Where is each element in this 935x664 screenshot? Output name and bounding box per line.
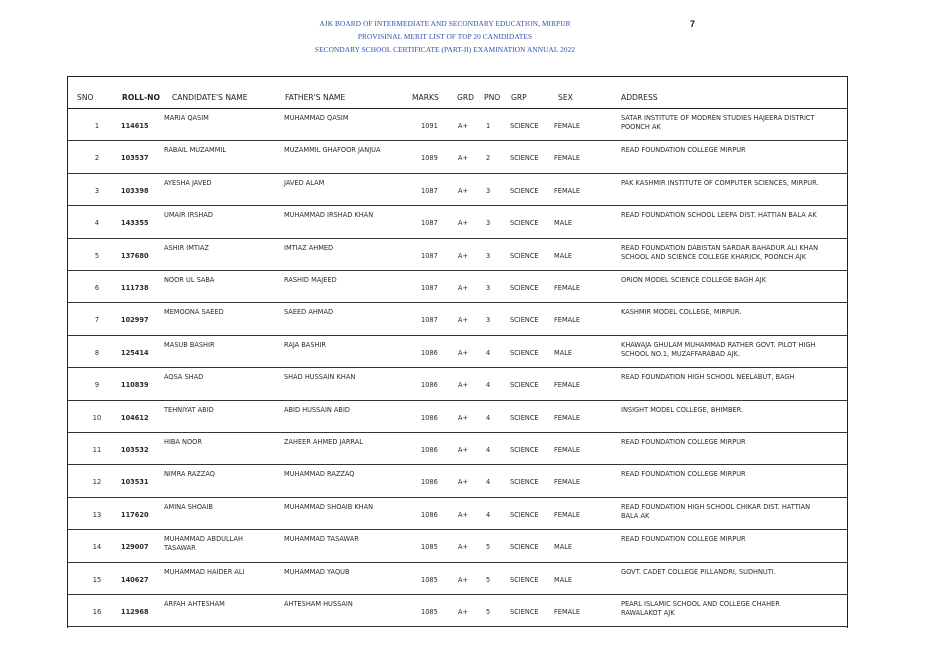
row-roll-no: 129007 <box>121 543 149 552</box>
row-grade: A+ <box>458 251 469 260</box>
row-marks: 1086 <box>421 478 438 487</box>
row-group: SCIENCE <box>510 575 539 584</box>
row-position: 5 <box>486 543 491 552</box>
row-address: READ FOUNDATION HIGH SCHOOL CHIKAR DIST. HATTIAN BALA AK <box>621 502 811 521</box>
row-father-name: MUHAMMAD SHOAIB KHAN <box>284 502 374 511</box>
row-sex: FEMALE <box>554 284 580 292</box>
table-row <box>68 530 847 562</box>
row-grade: A+ <box>458 478 469 487</box>
row-roll-no: 125414 <box>121 348 149 357</box>
column-header-address: ADDRESS <box>621 93 658 102</box>
row-sex: FEMALE <box>554 608 580 616</box>
row-address: KHAWAJA GHULAM MUHAMMAD RATHER GOVT. PILOT HIGH SCHOOL NO.1, MUZAFFARABAD AJK. <box>621 340 816 359</box>
row-address: READ FOUNDATION DABISTAN SARDAR BAHADUR ALI KHAN SCHOOL AND SCIENCE COLLEGE KHARICK, POONCH AJK <box>621 243 819 261</box>
row-position: 4 <box>486 446 491 454</box>
table-row <box>68 271 847 303</box>
row-position: 4 <box>486 413 491 422</box>
row-father-name: ABID HUSSAIN ABID <box>284 405 350 414</box>
row-position: 2 <box>486 154 491 163</box>
row-sex: FEMALE <box>554 446 580 454</box>
column-header-grd: GRD <box>457 93 475 102</box>
row-address: READ FOUNDATION COLLEGE MIRPUR <box>621 470 746 479</box>
row-grade: A+ <box>458 154 469 163</box>
column-header-sex: SEX <box>558 93 573 102</box>
row-sex: MALE <box>554 219 573 228</box>
row-position: 3 <box>486 219 491 228</box>
row-father-name: MUHAMMAD QASIM <box>284 114 349 122</box>
row-sno: 7 <box>94 316 100 325</box>
row-sno: 16 <box>92 608 102 616</box>
row-grade: A+ <box>458 510 469 519</box>
row-father-name: ZAHEER AHMED JARRAL <box>284 438 363 446</box>
row-candidate-name: MARIA QASIM <box>164 114 209 122</box>
row-group: SCIENCE <box>510 510 539 519</box>
row-sno: 3 <box>94 186 100 195</box>
row-sex: FEMALE <box>554 381 580 390</box>
row-sex: FEMALE <box>554 510 580 519</box>
row-group: SCIENCE <box>510 543 539 552</box>
row-candidate-name: AMINA SHOAIB <box>164 502 213 511</box>
table-row <box>68 433 847 465</box>
row-father-name: IMTIAZ AHMED <box>284 243 334 252</box>
table-row <box>68 563 847 595</box>
row-sno: 8 <box>94 348 100 357</box>
merit-table <box>67 76 848 628</box>
row-marks: 1086 <box>421 413 438 422</box>
row-sno: 15 <box>92 575 102 584</box>
row-address: PAK KASHMIR INSTITUTE OF COMPUTER SCIENCES, MIRPUR. <box>621 178 819 187</box>
row-father-name: RAJA BASHIR <box>284 340 326 349</box>
table-header-row <box>68 77 847 109</box>
row-marks: 1087 <box>421 316 438 325</box>
row-father-name: JAVED ALAM <box>284 178 325 187</box>
row-position: 3 <box>486 284 491 292</box>
row-candidate-name: MUHAMMAD HAIDER ALI <box>164 567 245 576</box>
row-grade: A+ <box>458 608 469 616</box>
row-position: 4 <box>486 381 491 390</box>
table-row <box>68 141 847 173</box>
row-marks: 1089 <box>421 154 438 163</box>
row-group: SCIENCE <box>510 413 539 422</box>
table-row <box>68 206 847 238</box>
row-father-name: SHAD HUSSAIN KHAN <box>284 373 356 382</box>
row-position: 1 <box>486 122 491 130</box>
row-sno: 4 <box>94 219 100 228</box>
row-position: 5 <box>486 608 491 616</box>
row-group: SCIENCE <box>510 316 539 325</box>
row-marks: 1086 <box>421 446 438 454</box>
row-marks: 1085 <box>421 575 438 584</box>
row-roll-no: 117620 <box>121 510 149 519</box>
row-grade: A+ <box>458 316 469 325</box>
row-candidate-name: TEHNIYAT ABID <box>164 405 214 414</box>
row-father-name: MUHAMMAD IRSHAD KHAN <box>284 211 374 220</box>
row-candidate-name: MASUB BASHIR <box>164 340 215 349</box>
row-sex: FEMALE <box>554 413 580 422</box>
row-sno: 14 <box>92 543 102 552</box>
row-candidate-name: MUHAMMAD ABDULLAH TASAWAR <box>164 535 243 553</box>
row-sex: FEMALE <box>554 316 580 325</box>
row-grade: A+ <box>458 381 469 390</box>
row-grade: A+ <box>458 219 469 228</box>
row-sex: FEMALE <box>554 122 580 130</box>
row-marks: 1087 <box>421 251 438 260</box>
row-candidate-name: NIMRA RAZZAQ <box>164 470 215 479</box>
row-roll-no: 104612 <box>121 413 149 422</box>
row-group: SCIENCE <box>510 446 539 454</box>
row-address: READ FOUNDATION COLLEGE MIRPUR <box>621 146 746 155</box>
row-candidate-name: AQSA SHAD <box>164 373 204 382</box>
row-group: SCIENCE <box>510 348 539 357</box>
row-address: READ FOUNDATION COLLEGE MIRPUR <box>621 535 746 544</box>
table-row <box>68 401 847 433</box>
row-marks: 1087 <box>421 186 438 195</box>
row-roll-no: 103537 <box>121 154 149 163</box>
row-sex: MALE <box>554 348 573 357</box>
row-roll-no: 103398 <box>121 186 149 195</box>
row-grade: A+ <box>458 413 469 422</box>
row-father-name: MUHAMMAD YAQUB <box>284 567 350 576</box>
row-candidate-name: HIBA NOOR <box>164 438 202 446</box>
row-candidate-name: UMAIR IRSHAD <box>164 211 213 220</box>
row-marks: 1087 <box>421 219 438 228</box>
table-row <box>68 595 847 627</box>
row-candidate-name: NOOR UL SABA <box>164 276 215 284</box>
row-marks: 1086 <box>421 381 438 390</box>
row-group: SCIENCE <box>510 608 539 616</box>
row-sex: MALE <box>554 251 573 260</box>
row-sex: MALE <box>554 543 573 552</box>
row-grade: A+ <box>458 186 469 195</box>
row-position: 4 <box>486 348 491 357</box>
row-father-name: MUZAMMIL GHAFOOR JANJUA <box>284 146 381 155</box>
table-row <box>68 336 847 368</box>
merit-list-title: PROVISINAL MERIT LIST OF TOP 20 CANIDIDATES <box>357 32 533 41</box>
row-group: SCIENCE <box>510 122 539 130</box>
row-grade: A+ <box>458 348 469 357</box>
row-position: 3 <box>486 251 491 260</box>
row-position: 4 <box>486 478 491 487</box>
table-row <box>68 239 847 271</box>
table-row <box>68 368 847 400</box>
row-address: GOVT. CADET COLLEGE PILLANDRI, SUDHNUTI. <box>621 567 776 576</box>
column-header-father-name: FATHER'S NAME <box>285 93 346 102</box>
row-address: KASHMIR MODEL COLLEGE, MIRPUR. <box>621 308 742 317</box>
board-title: AJK BOARD OF INTERMEDIATE AND SECONDARY EDUCATION, MIRPUR <box>319 19 571 28</box>
row-address: READ FOUNDATION COLLEGE MIRPUR <box>621 438 746 446</box>
row-sno: 1 <box>94 122 100 130</box>
row-grade: A+ <box>458 543 469 552</box>
row-grade: A+ <box>458 284 469 292</box>
row-candidate-name: ARFAH AHTESHAM <box>164 600 225 608</box>
row-sno: 12 <box>92 478 102 487</box>
row-roll-no: 103532 <box>121 446 149 454</box>
row-roll-no: 111738 <box>121 284 149 292</box>
row-sex: MALE <box>554 575 573 584</box>
row-father-name: RASHID MAJEED <box>284 276 337 284</box>
row-address: ORION MODEL SCIENCE COLLEGE BAGH AJK <box>621 276 767 284</box>
row-group: SCIENCE <box>510 154 539 163</box>
table-row <box>68 303 847 335</box>
column-header-pno: PNO <box>484 93 501 102</box>
row-sex: FEMALE <box>554 186 580 195</box>
column-header-candidate-name: CANDIDATE'S NAME <box>172 93 248 102</box>
table-row <box>68 498 847 530</box>
row-sno: 2 <box>94 154 100 163</box>
row-sex: FEMALE <box>554 154 580 163</box>
row-sno: 9 <box>94 381 100 390</box>
row-marks: 1091 <box>421 122 438 130</box>
row-roll-no: 137680 <box>121 251 149 260</box>
row-sno: 10 <box>92 413 102 422</box>
row-marks: 1087 <box>421 284 438 292</box>
row-roll-no: 143355 <box>121 219 149 228</box>
row-grade: A+ <box>458 122 469 130</box>
row-address: READ FOUNDATION HIGH SCHOOL NEELABUT, BAGH <box>621 373 795 382</box>
row-marks: 1086 <box>421 510 438 519</box>
column-header-grp: GRP <box>511 93 527 102</box>
row-address: READ FOUNDATION SCHOOL LEEPA DIST. HATTIAN BALA AK <box>621 211 817 220</box>
row-position: 3 <box>486 186 491 195</box>
row-candidate-name: ASHIR IMTIAZ <box>164 243 209 252</box>
row-candidate-name: MEMOONA SAEED <box>164 308 224 317</box>
row-sex: FEMALE <box>554 478 580 487</box>
row-marks: 1085 <box>421 543 438 552</box>
row-roll-no: 103531 <box>121 478 149 487</box>
page-number: 7 <box>690 19 696 29</box>
row-sno: 13 <box>92 510 102 519</box>
column-header-marks: MARKS <box>412 93 439 102</box>
row-candidate-name: AYESHA JAVED <box>164 178 212 187</box>
row-address: SATAR INSTITUTE OF MODREN STUDIES HAJEERA DISTRICT POONCH AK <box>621 114 815 132</box>
row-candidate-name: RABAIL MUZAMMIL <box>164 146 226 155</box>
row-group: SCIENCE <box>510 219 539 228</box>
row-address: INSIGHT MODEL COLLEGE, BHIMBER. <box>621 405 744 414</box>
row-marks: 1086 <box>421 348 438 357</box>
exam-title: SECONDARY SCHOOL CERTIFICATE (PART-II) EXAMINATION ANNUAL 2022 <box>314 45 576 54</box>
row-sno: 6 <box>94 284 100 292</box>
row-group: SCIENCE <box>510 251 539 260</box>
row-group: SCIENCE <box>510 186 539 195</box>
row-position: 5 <box>486 575 491 584</box>
row-group: SCIENCE <box>510 381 539 390</box>
row-father-name: MUHAMMAD RAZZAQ <box>284 470 355 479</box>
row-address: PEARL ISLAMIC SCHOOL AND COLLEGE CHAHER RAWALAKOT AJK <box>621 600 780 618</box>
row-roll-no: 112968 <box>121 608 149 616</box>
row-father-name: AHTESHAM HUSSAIN <box>284 600 353 608</box>
row-father-name: MUHAMMAD TASAWAR <box>284 535 359 544</box>
row-sno: 5 <box>94 251 100 260</box>
column-header-roll-no: ROLL-NO <box>122 93 160 102</box>
table-row <box>68 465 847 497</box>
row-roll-no: 102997 <box>121 316 149 325</box>
row-sno: 11 <box>92 446 102 454</box>
table-row <box>68 109 847 141</box>
row-marks: 1085 <box>421 608 438 616</box>
row-position: 4 <box>486 510 491 519</box>
table-row <box>68 174 847 206</box>
row-grade: A+ <box>458 575 469 584</box>
row-roll-no: 140627 <box>121 575 149 584</box>
column-header-sno: SNO <box>77 93 94 102</box>
row-group: SCIENCE <box>510 478 539 487</box>
row-grade: A+ <box>458 446 469 454</box>
row-roll-no: 110839 <box>121 381 149 390</box>
row-father-name: SAEED AHMAD <box>284 308 334 317</box>
row-group: SCIENCE <box>510 284 539 292</box>
row-position: 3 <box>486 316 491 325</box>
row-roll-no: 114615 <box>121 122 149 130</box>
